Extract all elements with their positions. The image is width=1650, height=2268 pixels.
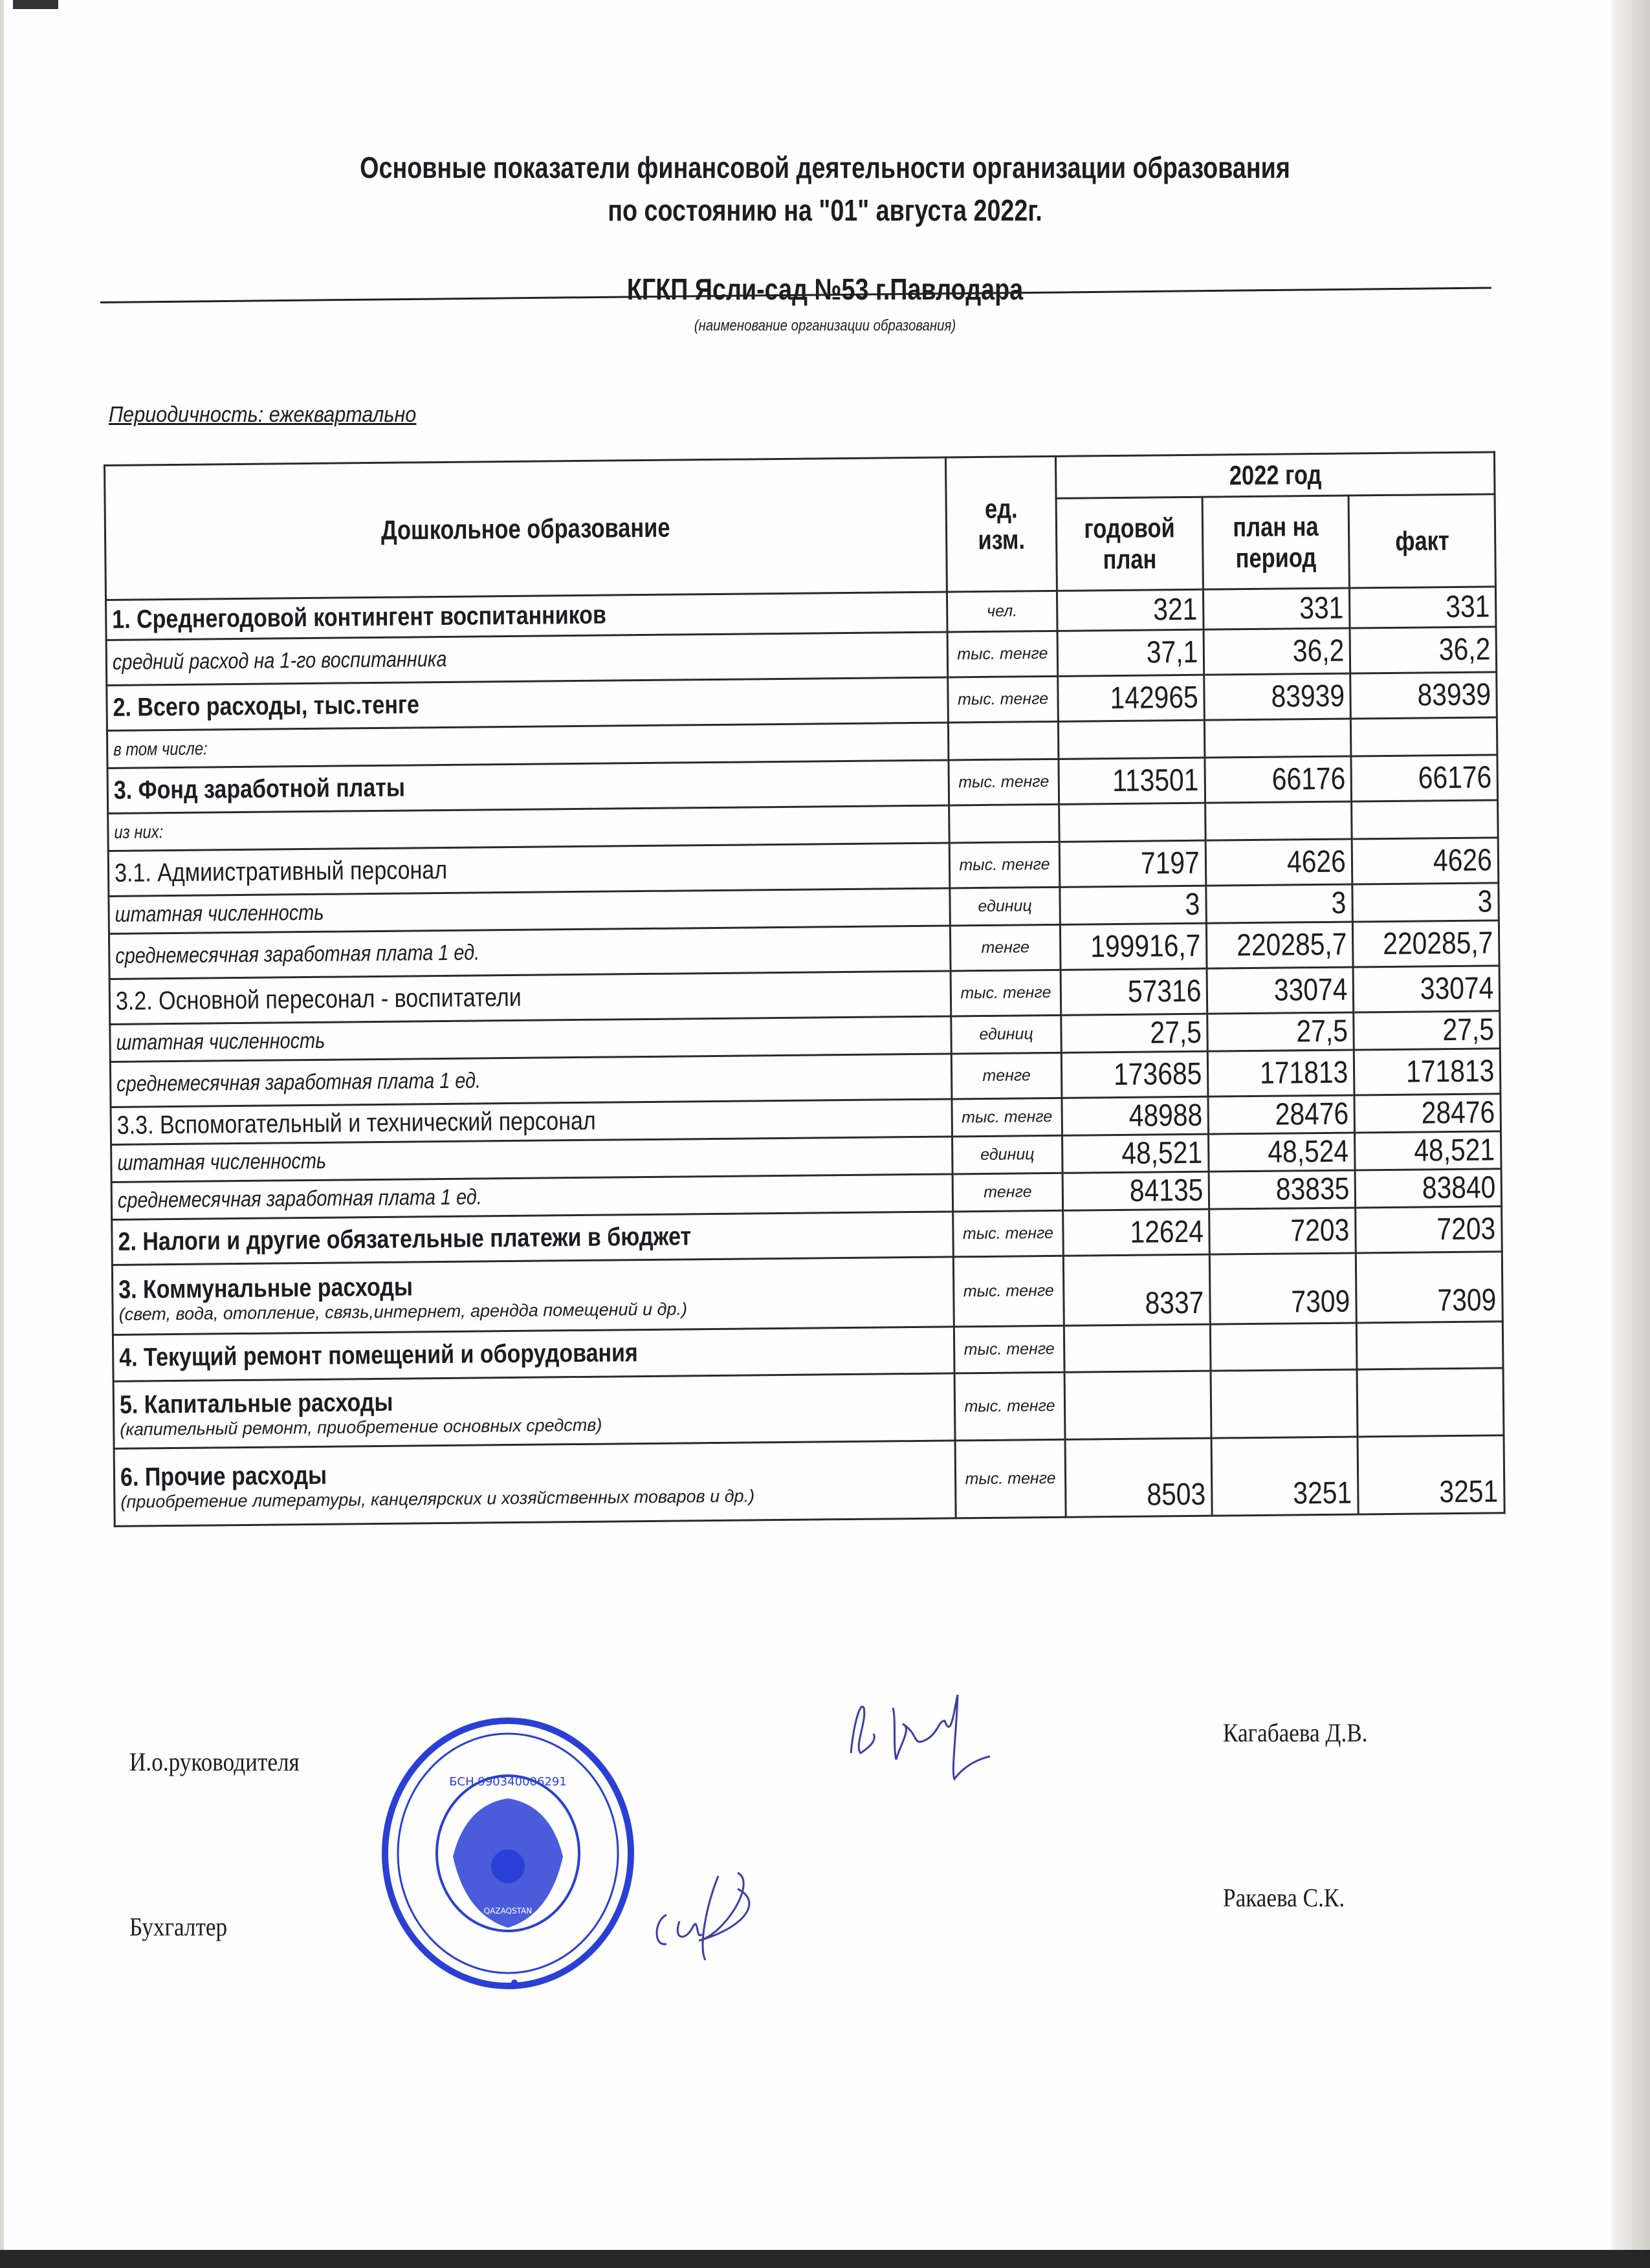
cell-period-plan: 3 <box>1206 884 1353 923</box>
row-label: 4. Текущий ремонт помещений и оборудования <box>113 1327 954 1381</box>
cell-period-plan: 83835 <box>1209 1170 1356 1209</box>
row-sublabel: (свет, вода, отопление, связь,интернет, арендда помещений и др.) <box>118 1298 688 1324</box>
cell-period-plan <box>1210 1323 1357 1371</box>
cell-annual-plan: 37,1 <box>1057 629 1204 676</box>
cell-fact: 3251 <box>1358 1435 1504 1514</box>
accountant-signature-icon <box>647 1870 789 1973</box>
cell-fact: 3 <box>1352 883 1499 922</box>
periodicity-label: Периодичность: ежеквартально <box>109 402 417 427</box>
cell-annual-plan: 12624 <box>1063 1209 1210 1256</box>
cell-period-plan <box>1205 801 1352 840</box>
cell-annual-plan: 27,5 <box>1061 1014 1208 1052</box>
cell-period-plan: 28476 <box>1208 1095 1355 1134</box>
header-name-column: Дошкольное образование <box>105 457 947 600</box>
cell-fact: 7309 <box>1356 1252 1502 1323</box>
cell-annual-plan: 57316 <box>1061 968 1207 1015</box>
row-label: 6. Прочие расходы (приобретение литературы, канцелярских и хозяйственных товаров и др.) <box>114 1441 956 1526</box>
official-stamp-icon <box>375 1708 647 1992</box>
cell-fact: 27,5 <box>1354 1011 1501 1050</box>
row-label: 2. Всего расходы, тыс.тенге <box>107 677 949 730</box>
cell-fact: 171813 <box>1354 1049 1501 1095</box>
row-unit: чел. <box>947 591 1057 632</box>
cell-annual-plan: 48988 <box>1062 1096 1209 1135</box>
scan-artifact <box>13 0 58 9</box>
table-row <box>114 1435 1504 1527</box>
row-label: 3.2. Основной пересонал - воспитатели <box>109 971 951 1024</box>
cell-annual-plan: 84135 <box>1062 1172 1209 1210</box>
row-unit: тыс. тенге <box>949 842 1060 888</box>
cell-annual-plan <box>1058 720 1205 759</box>
cell-annual-plan: 3 <box>1060 886 1207 924</box>
head-signature-icon <box>841 1682 996 1792</box>
cell-fact: 33074 <box>1353 966 1500 1012</box>
row-label: среднемесячная заработная плата 1 ед. <box>110 1054 952 1107</box>
header-unit-column: ед. изм. <box>945 456 1057 592</box>
row-unit: единиц <box>950 887 1061 926</box>
row-label: штатная численность <box>110 1016 951 1062</box>
cell-period-plan: 27,5 <box>1207 1012 1354 1051</box>
table-row <box>112 1252 1502 1335</box>
cell-annual-plan: 7197 <box>1059 840 1206 887</box>
scan-edge <box>0 2250 1650 2268</box>
row-unit <box>949 804 1060 843</box>
cell-annual-plan: 199916,7 <box>1060 923 1207 970</box>
row-unit: тыс. тенге <box>953 1256 1064 1327</box>
accountant-label: Бухгалтер <box>129 1912 228 1941</box>
cell-annual-plan: 113501 <box>1059 758 1205 804</box>
row-label: средний расход на 1-го воспитанника <box>106 632 948 685</box>
cell-fact: 83939 <box>1350 672 1497 719</box>
cell-fact: 220285,7 <box>1352 921 1499 967</box>
row-label: 3.3. Вспомогательный и технический персонал <box>111 1099 952 1144</box>
cell-fact <box>1356 1322 1503 1369</box>
row-unit: единиц <box>951 1015 1062 1054</box>
cell-period-plan: 220285,7 <box>1206 922 1353 968</box>
table-body <box>106 587 1505 1527</box>
cell-annual-plan <box>1059 803 1206 842</box>
row-label: 3. Фонд заработной платы <box>107 760 949 813</box>
row-label: 5. Капитальные расходы (капительный ремонт, приобретение основных средств) <box>113 1373 955 1448</box>
cell-fact <box>1350 717 1497 756</box>
cell-period-plan: 33074 <box>1207 967 1354 1014</box>
cell-period-plan: 7203 <box>1209 1208 1356 1254</box>
cell-annual-plan: 173685 <box>1061 1051 1208 1098</box>
row-unit: тыс. тенге <box>952 1098 1062 1137</box>
row-label: из них: <box>108 805 949 851</box>
cell-fact <box>1357 1368 1504 1437</box>
table-row <box>113 1368 1504 1449</box>
organization-name: КГКП Ясли-сад №53 г.Павлодара <box>626 272 1024 306</box>
cell-annual-plan: 321 <box>1057 589 1204 631</box>
row-unit: тыс. тенге <box>951 970 1061 1016</box>
row-unit: тенге <box>952 1173 1063 1212</box>
row-label: 3.1. Адмиистративный персонал <box>108 843 950 896</box>
row-label: среднемесячная заработная плата 1 ед. <box>111 1174 952 1219</box>
cell-annual-plan <box>1064 1371 1211 1439</box>
cell-fact: 331 <box>1349 587 1496 628</box>
row-unit: тыс. тенге <box>948 676 1059 723</box>
row-unit: тенге <box>951 1052 1062 1099</box>
cell-annual-plan <box>1064 1324 1211 1372</box>
row-unit: тенге <box>950 924 1061 971</box>
row-unit: тыс. тенге <box>947 631 1058 677</box>
cell-annual-plan: 48,521 <box>1062 1134 1209 1173</box>
row-label: 2. Налоги и другие обязательные платежи в бюджет <box>112 1212 954 1265</box>
row-label: штатная численность <box>111 1137 952 1182</box>
organization-caption: (наименование организации образования) <box>694 317 956 334</box>
head-label: И.о.руководителя <box>129 1747 300 1776</box>
financial-indicators-table <box>104 451 1506 1527</box>
cell-fact: 83840 <box>1355 1169 1502 1208</box>
row-label: 3. Коммунальные расходы (свет, вода, отопление, связь,интернет, арендда помещений и др.) <box>112 1257 954 1335</box>
cell-fact: 28476 <box>1354 1094 1501 1133</box>
row-unit: тыс. тенге <box>954 1372 1065 1441</box>
row-unit: тыс. тенге <box>949 759 1059 805</box>
row-unit <box>948 721 1059 760</box>
scan-shadow <box>1611 0 1650 2268</box>
row-unit: тыс. тенге <box>955 1439 1066 1518</box>
cell-period-plan <box>1204 719 1351 758</box>
header-period-plan: план на период <box>1202 496 1349 589</box>
document-title-line1: Основные показатели финансовой деятельности организации образования <box>360 151 1290 184</box>
row-sublabel: (приобретение литературы, канцелярских и хозяйственных товаров и др.) <box>120 1485 755 1512</box>
cell-fact: 4626 <box>1352 838 1499 884</box>
row-label: штатная численность <box>109 888 950 933</box>
cell-period-plan: 7309 <box>1209 1253 1356 1324</box>
row-label: в том числе: <box>107 723 948 768</box>
cell-fact: 48,521 <box>1355 1131 1502 1170</box>
cell-period-plan: 3251 <box>1211 1437 1358 1516</box>
document-title-line2: по состоянию на "01" августа 2022г. <box>608 193 1042 227</box>
cell-annual-plan: 8337 <box>1063 1254 1210 1325</box>
cell-fact <box>1352 800 1499 839</box>
accountant-name: Ракаева С.К. <box>1223 1883 1345 1912</box>
header-year-group: 2022 год <box>1055 452 1495 499</box>
header-annual-plan: годовой план <box>1056 497 1203 591</box>
svg-text:БСН 990340006291: БСН 990340006291 <box>449 1775 567 1789</box>
cell-period-plan: 171813 <box>1207 1050 1354 1096</box>
cell-fact: 36,2 <box>1350 627 1497 673</box>
cell-period-plan: 83939 <box>1204 673 1351 720</box>
header-fact: факт <box>1348 494 1495 588</box>
svg-text:QAZAQSTAN: QAZAQSTAN <box>483 1906 533 1915</box>
cell-annual-plan: 8503 <box>1065 1438 1212 1517</box>
row-unit: тыс. тенге <box>953 1210 1064 1257</box>
row-unit: единиц <box>952 1135 1063 1174</box>
row-label: среднемесячная заработная плата 1 ед. <box>109 926 951 979</box>
cell-fact: 7203 <box>1356 1206 1502 1253</box>
cell-fact: 66176 <box>1351 755 1498 801</box>
cell-period-plan: 36,2 <box>1204 628 1350 675</box>
cell-period-plan: 66176 <box>1205 756 1352 803</box>
cell-period-plan: 48,524 <box>1209 1133 1356 1172</box>
cell-annual-plan: 142965 <box>1058 675 1205 721</box>
row-sublabel: (капительный ремонт, приобретение основных средств) <box>120 1415 602 1439</box>
head-name: Кагабаева Д.В. <box>1223 1718 1368 1747</box>
cell-period-plan: 4626 <box>1205 839 1352 886</box>
row-unit: тыс. тенге <box>954 1325 1064 1373</box>
cell-period-plan: 331 <box>1203 588 1350 629</box>
row-label: 1. Среднегодовой контингент воспитанников <box>106 592 948 640</box>
cell-period-plan <box>1211 1369 1358 1438</box>
